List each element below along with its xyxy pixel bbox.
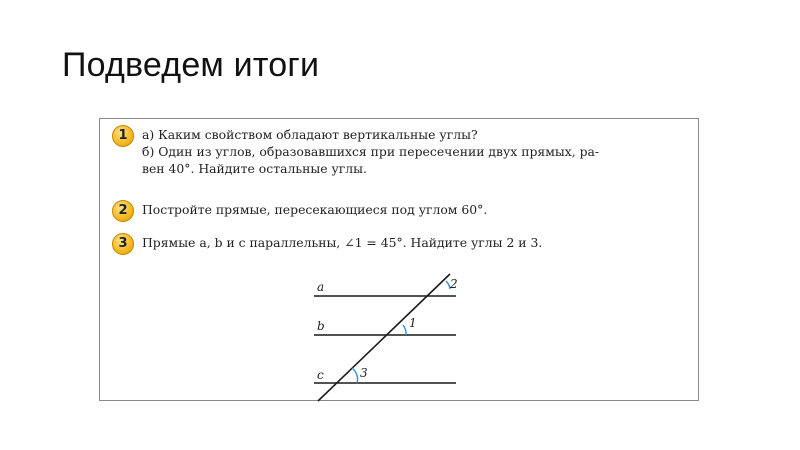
angle-2-label: 2 bbox=[450, 277, 458, 291]
angle-1-arc bbox=[403, 325, 406, 335]
task-number-badge: 2 bbox=[112, 200, 134, 222]
task-3-line: Прямые a, b и c параллельны, ∠1 = 45°. Найдите углы 2 и 3. bbox=[142, 235, 543, 250]
task-1-line: вен 40°. Найдите остальные углы. bbox=[142, 161, 367, 176]
parallel-lines-figure bbox=[100, 119, 700, 402]
angle-1-label: 1 bbox=[409, 316, 417, 330]
angle-3-arc bbox=[352, 368, 358, 383]
task-1-line: б) Один из углов, образовавшихся при пересечении двух прямых, ра- bbox=[142, 144, 600, 159]
task-card bbox=[99, 118, 699, 401]
line-c-label: c bbox=[317, 368, 324, 382]
task-number-badge: 1 bbox=[112, 125, 134, 147]
angle-3-label: 3 bbox=[360, 366, 368, 380]
task-number-badge: 3 bbox=[112, 233, 134, 255]
transversal-line bbox=[318, 274, 450, 401]
task-1-line: а) Каким свойством обладают вертикальные углы? bbox=[142, 127, 478, 142]
task-2-line: Постройте прямые, пересекающиеся под углом 60°. bbox=[142, 202, 488, 217]
slide-title: Подведем итоги bbox=[62, 46, 320, 84]
line-a-label: a bbox=[317, 280, 325, 294]
line-b-label: b bbox=[317, 319, 325, 333]
